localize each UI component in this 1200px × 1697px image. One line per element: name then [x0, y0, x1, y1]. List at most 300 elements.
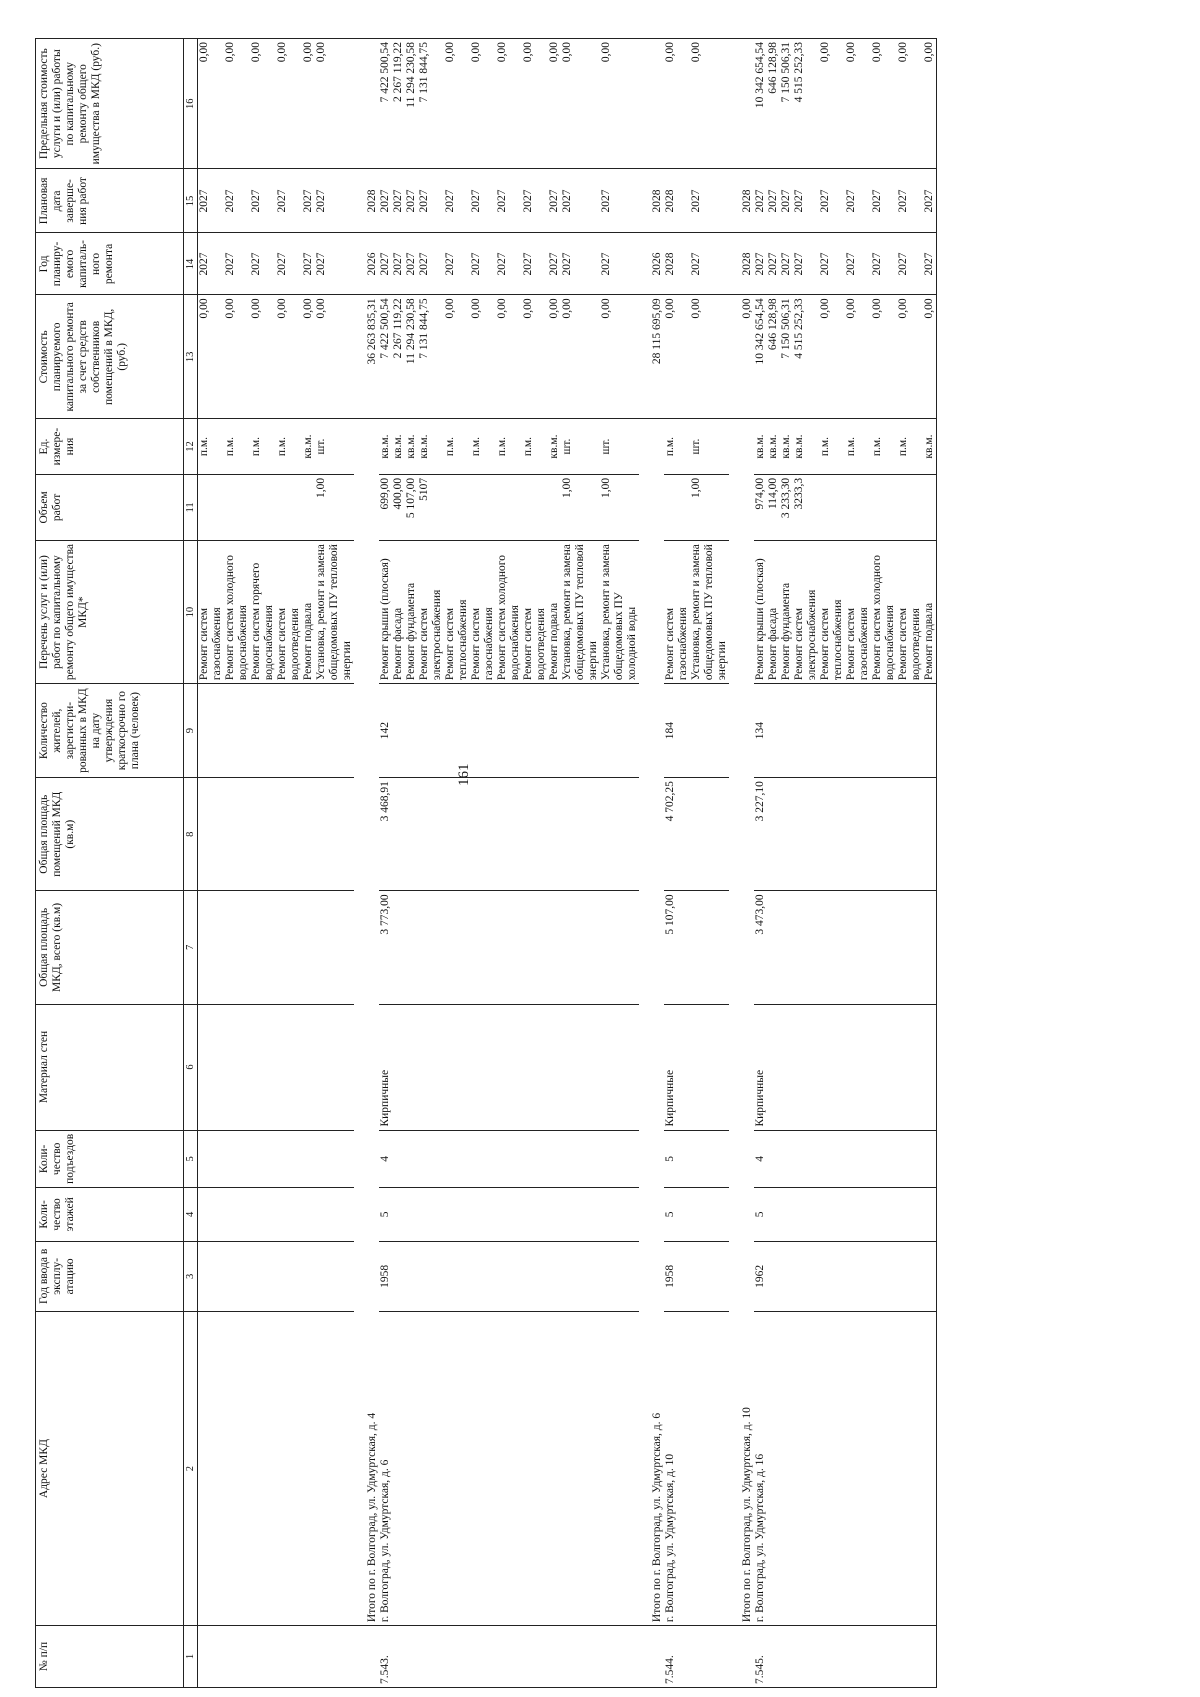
- volume-item: [548, 478, 561, 537]
- cost-item: 0,00: [845, 298, 857, 319]
- volume-item: 3 233,30: [780, 477, 792, 519]
- empty-cell: [729, 1626, 754, 1688]
- col-number: 15: [184, 169, 198, 233]
- area-rooms-cell: 3 468,91: [379, 778, 639, 891]
- unit-item: п.м.: [897, 436, 909, 457]
- work-item: Ремонт систем холодного водоснабжения: [496, 555, 521, 681]
- cost-item: 10 342 654,54: [754, 298, 766, 365]
- address-cell: г. Волгоград, ул. Удмуртская, д. 10: [664, 1312, 729, 1626]
- residents-cell: 184: [664, 684, 729, 778]
- cost-item-column: [664, 295, 729, 419]
- cost-item: 646 128,98: [767, 298, 779, 351]
- work-item: Ремонт крыши (плоская): [754, 558, 766, 681]
- work-item: Ремонт систем газоснабжения: [845, 607, 870, 681]
- col-number: 7: [184, 891, 198, 1004]
- cost-item: 0,00: [276, 298, 288, 319]
- limit-item: 0,00: [819, 42, 831, 63]
- unit-item: шт.: [561, 438, 573, 455]
- limit-item: 0,00: [664, 42, 676, 63]
- repair-year-item-column: [198, 233, 355, 295]
- repair-year-item: 2027: [315, 252, 327, 276]
- limit-item: 7 150 506,31: [780, 42, 792, 103]
- summary-end: 2028: [729, 169, 754, 233]
- row-number-cell: 7.543.: [379, 1626, 639, 1688]
- cost-item: 0,00: [690, 298, 702, 319]
- end-date-item: 2027: [754, 189, 766, 213]
- unit-item: кв.м.: [767, 434, 779, 459]
- cost-item: 7 150 506,31: [780, 298, 792, 359]
- limit-item: 11 294 230,58: [405, 42, 417, 108]
- empty-cell: [729, 39, 754, 169]
- end-date-item: 2027: [198, 189, 210, 213]
- header-volume: Объем работ: [36, 474, 184, 540]
- cost-item: 0,00: [522, 298, 534, 319]
- unit-item: п.м.: [496, 436, 508, 457]
- unit-item: кв.м.: [392, 434, 404, 459]
- work-item: Ремонт систем теплоснабжения: [444, 599, 469, 681]
- volume-item: [819, 478, 845, 537]
- summary-cost: 36 263 835,31: [354, 295, 379, 419]
- year-built-cell: 1958: [379, 1241, 639, 1311]
- header-residents: Количество жителей, зарегистри-рованных в МКД на дату утверждения краткосрочно го плана (человек): [36, 684, 184, 778]
- cost-item: 0,00: [444, 298, 456, 319]
- unit-item-column: [379, 419, 639, 475]
- end-date-item: 2027: [315, 189, 327, 213]
- unit-item: п.м.: [664, 436, 676, 457]
- unit-item: шт.: [600, 438, 612, 455]
- table-header: [36, 39, 198, 1688]
- work-item: Ремонт систем водоотведения: [276, 607, 301, 681]
- area-rooms-cell: 3 227,10: [754, 778, 937, 891]
- repair-year-item-column: [379, 233, 639, 295]
- cost-item-column: [754, 295, 937, 419]
- limit-item: 0,00: [444, 42, 456, 63]
- col-number: 5: [184, 1130, 198, 1188]
- volume-item: 974,00: [754, 477, 766, 510]
- unit-item: кв.м.: [405, 434, 417, 459]
- volume-item: 5 107,00: [405, 477, 417, 519]
- volume-item: [276, 478, 302, 537]
- repair-year-item: 2027: [897, 252, 909, 276]
- house-row: [754, 39, 937, 1688]
- end-date-item: 2027: [793, 189, 805, 213]
- work-item: Ремонт систем холодного водоснабжения: [871, 555, 896, 681]
- header-cost: Стоимость планируемого капитального ремонта за счет средств собственников помещений в МКД, (руб.): [36, 295, 184, 419]
- limit-item: 7 131 844,75: [418, 42, 430, 103]
- col-number: 1: [184, 1626, 198, 1688]
- cost-item: 0,00: [923, 298, 935, 319]
- header-unit: Ед. измере-ния: [36, 419, 184, 475]
- unit-item-column: [198, 419, 355, 475]
- end-date-item: 2027: [302, 189, 314, 213]
- work-item: Ремонт подвала: [302, 602, 314, 681]
- work-item: Ремонт подвала: [548, 602, 560, 681]
- unit-item: п.м.: [444, 436, 456, 457]
- end-date-item-column: [379, 169, 639, 233]
- repair-year-item: 2027: [561, 252, 573, 276]
- wall-material-cell: Кирпичные: [379, 1004, 639, 1130]
- cost-item: 0,00: [561, 298, 573, 319]
- unit-item: п.м.: [819, 436, 831, 457]
- volume-item: [923, 478, 936, 537]
- end-date-item: 2027: [561, 189, 573, 213]
- capital-repair-table: [35, 38, 937, 1688]
- end-date-item: 2027: [522, 189, 534, 213]
- entrances-cell: 4: [754, 1130, 937, 1188]
- end-date-item: 2027: [897, 189, 909, 213]
- cost-item: 0,00: [496, 298, 508, 319]
- unit-item: кв.м.: [302, 434, 314, 459]
- limit-item: 0,00: [600, 42, 612, 63]
- repair-year-item-column: [664, 233, 729, 295]
- work-item: Ремонт фасада: [767, 607, 779, 681]
- repair-year-item: 2027: [690, 252, 702, 276]
- floors-cell: 5: [664, 1188, 729, 1241]
- work-item-column: [198, 541, 355, 684]
- work-item: Ремонт крыши (плоская): [379, 558, 391, 681]
- repair-year-item: 2027: [845, 252, 857, 276]
- end-date-item: 2027: [444, 189, 456, 213]
- work-item: Ремонт фасада: [392, 607, 404, 681]
- summary-end: 2028: [639, 169, 664, 233]
- work-item: Ремонт систем водоотведения: [522, 607, 547, 681]
- area-total-cell: 3 473,00: [754, 891, 937, 1004]
- rotated-page: [35, 38, 1187, 1688]
- work-item: Ремонт систем водоотведения: [897, 607, 922, 681]
- house-row: [379, 39, 639, 1688]
- floors-cell: 5: [754, 1188, 937, 1241]
- unit-item: кв.м.: [780, 434, 792, 459]
- col-number: 2: [184, 1312, 198, 1626]
- end-date-item-column: [198, 169, 355, 233]
- unit-item: шт.: [315, 438, 327, 455]
- repair-year-item: 2027: [444, 252, 456, 276]
- empty-cell: [639, 39, 664, 169]
- header-area-total: Общая площадь МКД, всего (кв.м): [36, 891, 184, 1004]
- unit-item: п.м.: [871, 436, 883, 457]
- work-item: Установка, ремонт и замена общедомовых ПУ тепловой энергии: [315, 544, 353, 681]
- volume-item: 1,00: [690, 477, 702, 498]
- end-date-item-column: [754, 169, 937, 233]
- volume-item: [444, 478, 470, 537]
- summary-label: Итого по г. Волгоград, ул. Удмуртская, д. 10: [729, 419, 754, 1626]
- col-number: 11: [184, 474, 198, 540]
- volume-item: [198, 478, 224, 537]
- volume-item: 114,00: [767, 477, 779, 510]
- volume-item-column: [379, 474, 639, 540]
- end-date-item: 2028: [664, 189, 676, 213]
- repair-year-item: 2027: [405, 252, 417, 276]
- unit-item: п.м.: [845, 436, 857, 457]
- wall-material-cell: Кирпичные: [754, 1004, 937, 1130]
- cost-item: 4 515 252,33: [793, 298, 805, 359]
- address-cell: г. Волгоград, ул. Удмуртская, д. 6: [379, 1312, 639, 1626]
- header-area-rooms: Общая площадь помещений МКД (кв.м): [36, 778, 184, 891]
- repair-year-item: 2027: [496, 252, 508, 276]
- limit-item: 0,00: [302, 42, 314, 63]
- table-body: [198, 39, 937, 1688]
- volume-item: [897, 478, 923, 537]
- volume-item-column: [664, 474, 729, 540]
- limit-item: 0,00: [470, 42, 482, 63]
- repair-year-item: 2027: [224, 252, 236, 276]
- limit-item: 0,00: [224, 42, 236, 63]
- limit-item: 0,00: [871, 42, 883, 63]
- repair-year-item: 2027: [522, 252, 534, 276]
- repair-year-item: 2027: [198, 252, 210, 276]
- house-row: [664, 39, 729, 1688]
- repair-year-item: 2027: [600, 252, 612, 276]
- col-number: 16: [184, 39, 198, 169]
- repair-year-item: 2027: [871, 252, 883, 276]
- work-item: Ремонт систем горячего водоснабжения: [250, 562, 275, 681]
- repair-year-item: 2027: [923, 252, 935, 276]
- volume-item-column: [754, 474, 937, 540]
- header-walls: Материал стен: [36, 1004, 184, 1130]
- col-number: 6: [184, 1004, 198, 1130]
- col-number: 9: [184, 684, 198, 778]
- floors-cell: [198, 1188, 355, 1241]
- repair-year-item: 2027: [302, 252, 314, 276]
- unit-item: шт.: [690, 438, 702, 455]
- header-address: Адрес МКД: [36, 1312, 184, 1626]
- volume-item: 5107: [418, 477, 430, 501]
- house-row: [198, 39, 355, 1688]
- end-date-item: 2027: [548, 189, 560, 213]
- repair-year-item: 2027: [250, 252, 262, 276]
- work-item: Ремонт фундамента: [405, 582, 417, 681]
- end-date-item: 2027: [418, 189, 430, 213]
- end-date-item: 2027: [379, 189, 391, 213]
- repair-year-item: 2027: [470, 252, 482, 276]
- work-item: Установка, ремонт и замена общедомовых ПУ тепловой энергии: [690, 544, 728, 681]
- work-item-column: [754, 541, 937, 684]
- limit-item: 0,00: [845, 42, 857, 63]
- end-date-item: 2027: [690, 189, 702, 213]
- limit-item: 0,00: [496, 42, 508, 63]
- header-end-date: Плановая дата заверше-ния работ: [36, 169, 184, 233]
- end-date-item: 2027: [405, 189, 417, 213]
- work-item: Установка, ремонт и замена общедомовых ПУ тепловой энергии: [561, 544, 599, 681]
- work-item-column: [379, 541, 639, 684]
- entrances-cell: 4: [379, 1130, 639, 1188]
- work-item: Ремонт фундамента: [780, 582, 792, 681]
- page-number: 161: [456, 763, 472, 786]
- work-item: Ремонт систем газоснабжения: [198, 607, 223, 681]
- cost-item: 0,00: [600, 298, 612, 319]
- residents-cell: 134: [754, 684, 937, 778]
- cost-item-column: [198, 295, 355, 419]
- limit-item: 0,00: [548, 42, 560, 63]
- limit-item: 0,00: [923, 42, 935, 63]
- summary-row: [639, 39, 664, 1688]
- entrances-cell: [198, 1130, 355, 1188]
- header-repair-year: Год планиру-емого капиталь-ного ремонта: [36, 233, 184, 295]
- unit-item: кв.м.: [379, 434, 391, 459]
- summary-end: 2028: [354, 169, 379, 233]
- limit-item-column: [198, 39, 355, 169]
- volume-item: [871, 478, 897, 537]
- volume-item: [250, 478, 276, 537]
- volume-item: 1,00: [600, 477, 612, 498]
- end-date-item: 2027: [819, 189, 831, 213]
- limit-item: 2 267 119,22: [392, 42, 404, 102]
- wall-material-cell: [198, 1004, 355, 1130]
- area-rooms-cell: [198, 778, 355, 891]
- unit-item: кв.м.: [793, 434, 805, 459]
- limit-item: 0,00: [315, 42, 327, 63]
- row-number-cell: [198, 1626, 355, 1688]
- cost-item: 2 267 119,22: [392, 298, 404, 359]
- unit-item: п.м.: [198, 436, 210, 457]
- entrances-cell: 5: [664, 1130, 729, 1188]
- header-year-built: Год ввода в эксплу-атацию: [36, 1241, 184, 1311]
- limit-item: 7 422 500,54: [379, 42, 391, 103]
- repair-year-item: 2027: [392, 252, 404, 276]
- year-built-cell: 1958: [664, 1241, 729, 1311]
- volume-item: 3233,3: [793, 477, 805, 510]
- header-limit: Предельная стоимость услуги и (или) работы по капитальному ремонту общего имущества в МКД (руб.): [36, 39, 184, 169]
- row-number-cell: 7.545.: [754, 1626, 937, 1688]
- limit-item-column: [754, 39, 937, 169]
- end-date-item: 2027: [923, 189, 935, 213]
- volume-item: 1,00: [561, 477, 573, 498]
- repair-year-item: 2027: [379, 252, 391, 276]
- limit-item: 4 515 252,33: [793, 42, 805, 103]
- cost-item: 0,00: [871, 298, 883, 319]
- summary-year: 2026: [639, 233, 664, 295]
- empty-cell: [354, 1626, 379, 1688]
- floors-cell: 5: [379, 1188, 639, 1241]
- cost-item: 0,00: [302, 298, 314, 319]
- limit-item-column: [379, 39, 639, 169]
- end-date-item: 2027: [845, 189, 857, 213]
- end-date-item: 2027: [470, 189, 482, 213]
- repair-year-item: 2027: [780, 252, 792, 276]
- col-number: 14: [184, 233, 198, 295]
- address-cell: г. Волгоград, ул. Удмуртская, д. 16: [754, 1312, 937, 1626]
- residents-cell: [198, 684, 355, 778]
- area-rooms-cell: 4 702,25: [664, 778, 729, 891]
- year-built-cell: [198, 1241, 355, 1311]
- limit-item: 646 128,98: [767, 42, 779, 94]
- unit-item: кв.м.: [548, 434, 560, 459]
- unit-item-column: [664, 419, 729, 475]
- end-date-item: 2027: [767, 189, 779, 213]
- cost-item: 0,00: [470, 298, 482, 319]
- cost-item: 0,00: [224, 298, 236, 319]
- col-number: 12: [184, 419, 198, 475]
- cost-item-column: [379, 295, 639, 419]
- volume-item: 1,00: [315, 477, 327, 498]
- work-item: Ремонт систем холодного водоснабжения: [224, 555, 249, 681]
- cost-item: 0,00: [819, 298, 831, 319]
- col-number: 3: [184, 1241, 198, 1311]
- area-total-cell: 3 773,00: [379, 891, 639, 1004]
- cost-item: 0,00: [664, 298, 676, 319]
- summary-label: Итого по г. Волгоград, ул. Удмуртская, д. 4: [354, 419, 379, 1626]
- end-date-item: 2027: [224, 189, 236, 213]
- unit-item-column: [754, 419, 937, 475]
- header-num: № п/п: [36, 1626, 184, 1688]
- unit-item: кв.м.: [923, 434, 935, 459]
- volume-item: 699,00: [379, 477, 391, 510]
- end-date-item: 2027: [496, 189, 508, 213]
- end-date-item: 2027: [871, 189, 883, 213]
- cost-item: 7 131 844,75: [418, 298, 430, 359]
- unit-item: п.м.: [276, 436, 288, 457]
- volume-item: [224, 478, 250, 537]
- end-date-item-column: [664, 169, 729, 233]
- limit-item: 0,00: [522, 42, 534, 63]
- address-cell: [198, 1312, 355, 1626]
- cost-item: 0,00: [897, 298, 909, 319]
- work-item: Ремонт систем электроснабжения: [418, 589, 443, 681]
- header-works: Перечень услуг и (или) работ по капитальному ремонту общего имущества МКД*: [36, 541, 184, 684]
- col-number: 4: [184, 1188, 198, 1241]
- repair-year-item-column: [754, 233, 937, 295]
- limit-item: 10 342 654,54: [754, 42, 766, 109]
- limit-item: 0,00: [690, 42, 702, 63]
- limit-item: 0,00: [250, 42, 262, 63]
- year-built-cell: 1962: [754, 1241, 937, 1311]
- row-number-cell: 7.544.: [664, 1626, 729, 1688]
- work-item: Ремонт систем электроснабжения: [793, 589, 818, 681]
- work-item-column: [664, 541, 729, 684]
- wall-material-cell: Кирпичные: [664, 1004, 729, 1130]
- empty-cell: [354, 39, 379, 169]
- work-item: Ремонт систем газоснабжения: [664, 607, 689, 681]
- summary-year: 2026: [354, 233, 379, 295]
- unit-item: кв.м.: [754, 434, 766, 459]
- summary-row: [354, 39, 379, 1688]
- end-date-item: 2027: [250, 189, 262, 213]
- cost-item: 11 294 230,58: [405, 298, 417, 365]
- volume-item-column: [198, 474, 355, 540]
- work-item: Ремонт систем теплоснабжения: [819, 599, 844, 681]
- unit-item: п.м.: [224, 436, 236, 457]
- summary-year: 2028: [729, 233, 754, 295]
- volume-item: [664, 478, 690, 537]
- repair-year-item: 2027: [793, 252, 805, 276]
- end-date-item: 2027: [276, 189, 288, 213]
- repair-year-item: 2027: [276, 252, 288, 276]
- limit-item: 0,00: [897, 42, 909, 63]
- header-floors: Коли-чество этажей: [36, 1188, 184, 1241]
- limit-item-column: [664, 39, 729, 169]
- repair-year-item: 2027: [754, 252, 766, 276]
- repair-year-item: 2027: [767, 252, 779, 276]
- volume-item: [522, 478, 548, 537]
- limit-item: 0,00: [276, 42, 288, 63]
- summary-cost: 28 115 695,09: [639, 295, 664, 419]
- cost-item: 7 422 500,54: [379, 298, 391, 359]
- work-item: Ремонт систем газоснабжения: [470, 607, 495, 681]
- work-item: Установка, ремонт и замена общедомовых ПУ холодной воды: [600, 544, 638, 681]
- volume-item: [302, 478, 315, 537]
- summary-label: Итого по г. Волгоград, ул. Удмуртская, д. 6: [639, 419, 664, 1626]
- end-date-item: 2027: [600, 189, 612, 213]
- volume-item: 400,00: [392, 477, 404, 510]
- work-item: Ремонт подвала: [923, 602, 935, 681]
- unit-item: п.м.: [522, 436, 534, 457]
- header-entrances: Коли-чество подъездов: [36, 1130, 184, 1188]
- col-number: 10: [184, 541, 198, 684]
- empty-cell: [639, 1626, 664, 1688]
- end-date-item: 2027: [780, 189, 792, 213]
- unit-item: п.м.: [250, 436, 262, 457]
- cost-item: 0,00: [198, 298, 210, 319]
